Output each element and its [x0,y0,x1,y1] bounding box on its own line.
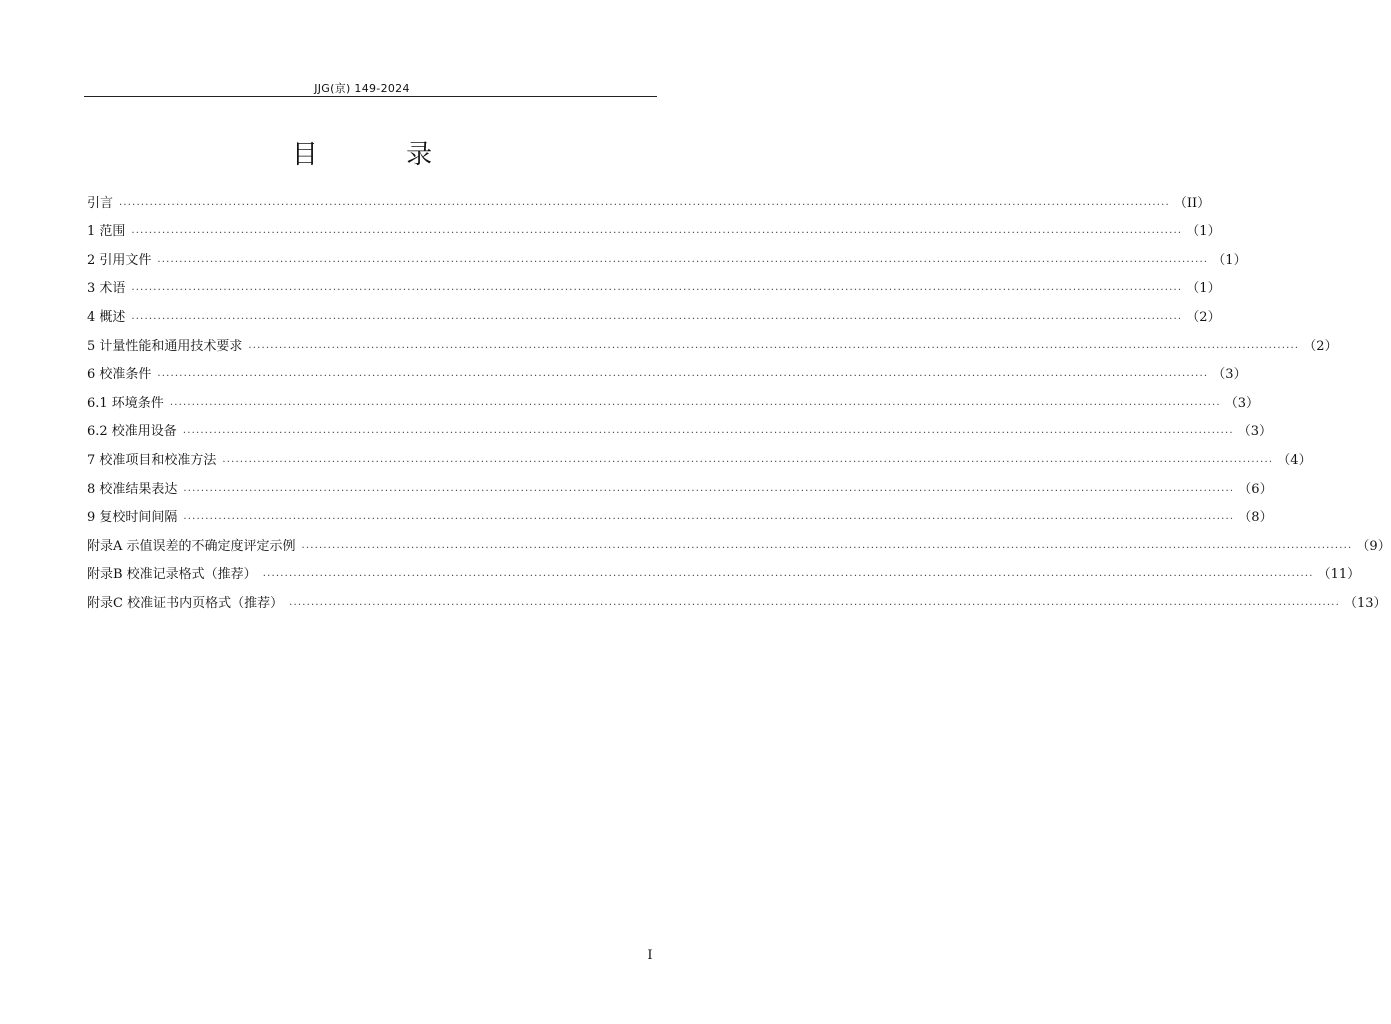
toc-entry-label: 1 范围 [87,224,126,240]
toc-entry-label: 附录C 校准证书内页格式（推荐） [87,595,284,611]
toc-entry-label: 6 校准条件 [87,367,152,383]
toc-dot-leader: ................................................................................................................................................................................................................................................ [131,282,1183,294]
toc-entry-page: （13） [1343,595,1387,611]
toc-entry-page: （II） [1173,195,1211,211]
toc-entry-page: （3） [1237,424,1272,440]
header-divider [84,96,657,97]
toc-entry-page: （4） [1277,452,1312,468]
toc-dot-leader: ................................................................................................................................................................................................................................................ [248,339,1300,351]
toc-dot-leader: ................................................................................................................................................................................................................................................ [183,482,1235,494]
toc-dot-leader: ................................................................................................................................................................................................................................................ [169,396,1221,408]
toc-entry-scope[interactable] [87,213,1221,242]
toc-entry-appendix-b[interactable] [87,556,1361,585]
toc-entry-label: 8 校准结果表达 [87,481,178,497]
toc-entry-label: 5 计量性能和通用技术要求 [87,338,243,354]
toc-entry-equipment[interactable] [87,413,1272,442]
toc-dot-leader: ................................................................................................................................................................................................................................................ [157,253,1209,265]
toc-entry-environment[interactable] [87,384,1259,413]
toc-entry-page: （11） [1317,567,1361,583]
page-number: I [647,948,653,963]
toc-entry-page: （8） [1238,510,1273,526]
toc-dot-leader: ................................................................................................................................................................................................................................................ [182,425,1234,437]
toc-entry-page: （3） [1224,395,1259,411]
toc-dot-leader: ................................................................................................................................................................................................................................................ [301,539,1353,551]
toc-entry-label: 引言 [87,195,114,211]
toc-dot-leader: ................................................................................................................................................................................................................................................ [183,511,1235,523]
toc-entry-label: 7 校准项目和校准方法 [87,452,217,468]
toc-entry-methods[interactable] [87,441,1312,470]
toc-entry-label: 3 术语 [87,281,126,297]
page-title: 目 录 [291,140,473,170]
toc-entry-page: （1） [1186,281,1221,297]
toc-entry-label: 6.2 校准用设备 [87,424,177,440]
toc-dot-leader: ................................................................................................................................................................................................................................................ [119,196,1170,208]
toc-entry-appendix-c[interactable] [87,584,1387,613]
table-of-contents [87,184,1391,613]
toc-entry-references[interactable] [87,241,1247,270]
toc-dot-leader: ................................................................................................................................................................................................................................................ [157,368,1209,380]
toc-entry-label: 2 引用文件 [87,252,152,268]
toc-entry-calibration-conditions[interactable] [87,356,1247,385]
toc-entry-page: （6） [1238,481,1273,497]
toc-entry-page: （2） [1186,309,1221,325]
toc-entry-page: （9） [1356,538,1391,554]
toc-dot-leader: ................................................................................................................................................................................................................................................ [222,453,1274,465]
toc-entry-overview[interactable] [87,298,1221,327]
toc-dot-leader: ................................................................................................................................................................................................................................................ [262,568,1314,580]
toc-entry-page: （1） [1212,252,1247,268]
toc-entry-results[interactable] [87,470,1273,499]
document-code: JJG(京) 149-2024 [314,82,410,95]
toc-entry-requirements[interactable] [87,327,1338,356]
toc-entry-label: 9 复校时间间隔 [87,510,178,526]
toc-entry-label: 附录A 示值误差的不确定度评定示例 [87,538,296,554]
toc-entry-label: 6.1 环境条件 [87,395,164,411]
toc-entry-label: 附录B 校准记录格式（推荐） [87,567,257,583]
toc-dot-leader: ................................................................................................................................................................................................................................................ [289,596,1340,608]
toc-entry-terms[interactable] [87,270,1221,299]
toc-entry-appendix-a[interactable] [87,527,1391,556]
toc-entry-page: （1） [1186,224,1221,240]
toc-entry-label: 4 概述 [87,309,126,325]
toc-dot-leader: ................................................................................................................................................................................................................................................ [131,310,1183,322]
toc-entry-preface[interactable] [87,184,1211,213]
toc-dot-leader: ................................................................................................................................................................................................................................................ [131,225,1183,237]
toc-entry-recalibration-interval[interactable] [87,499,1273,528]
toc-entry-page: （2） [1303,338,1338,354]
toc-entry-page: （3） [1212,367,1247,383]
